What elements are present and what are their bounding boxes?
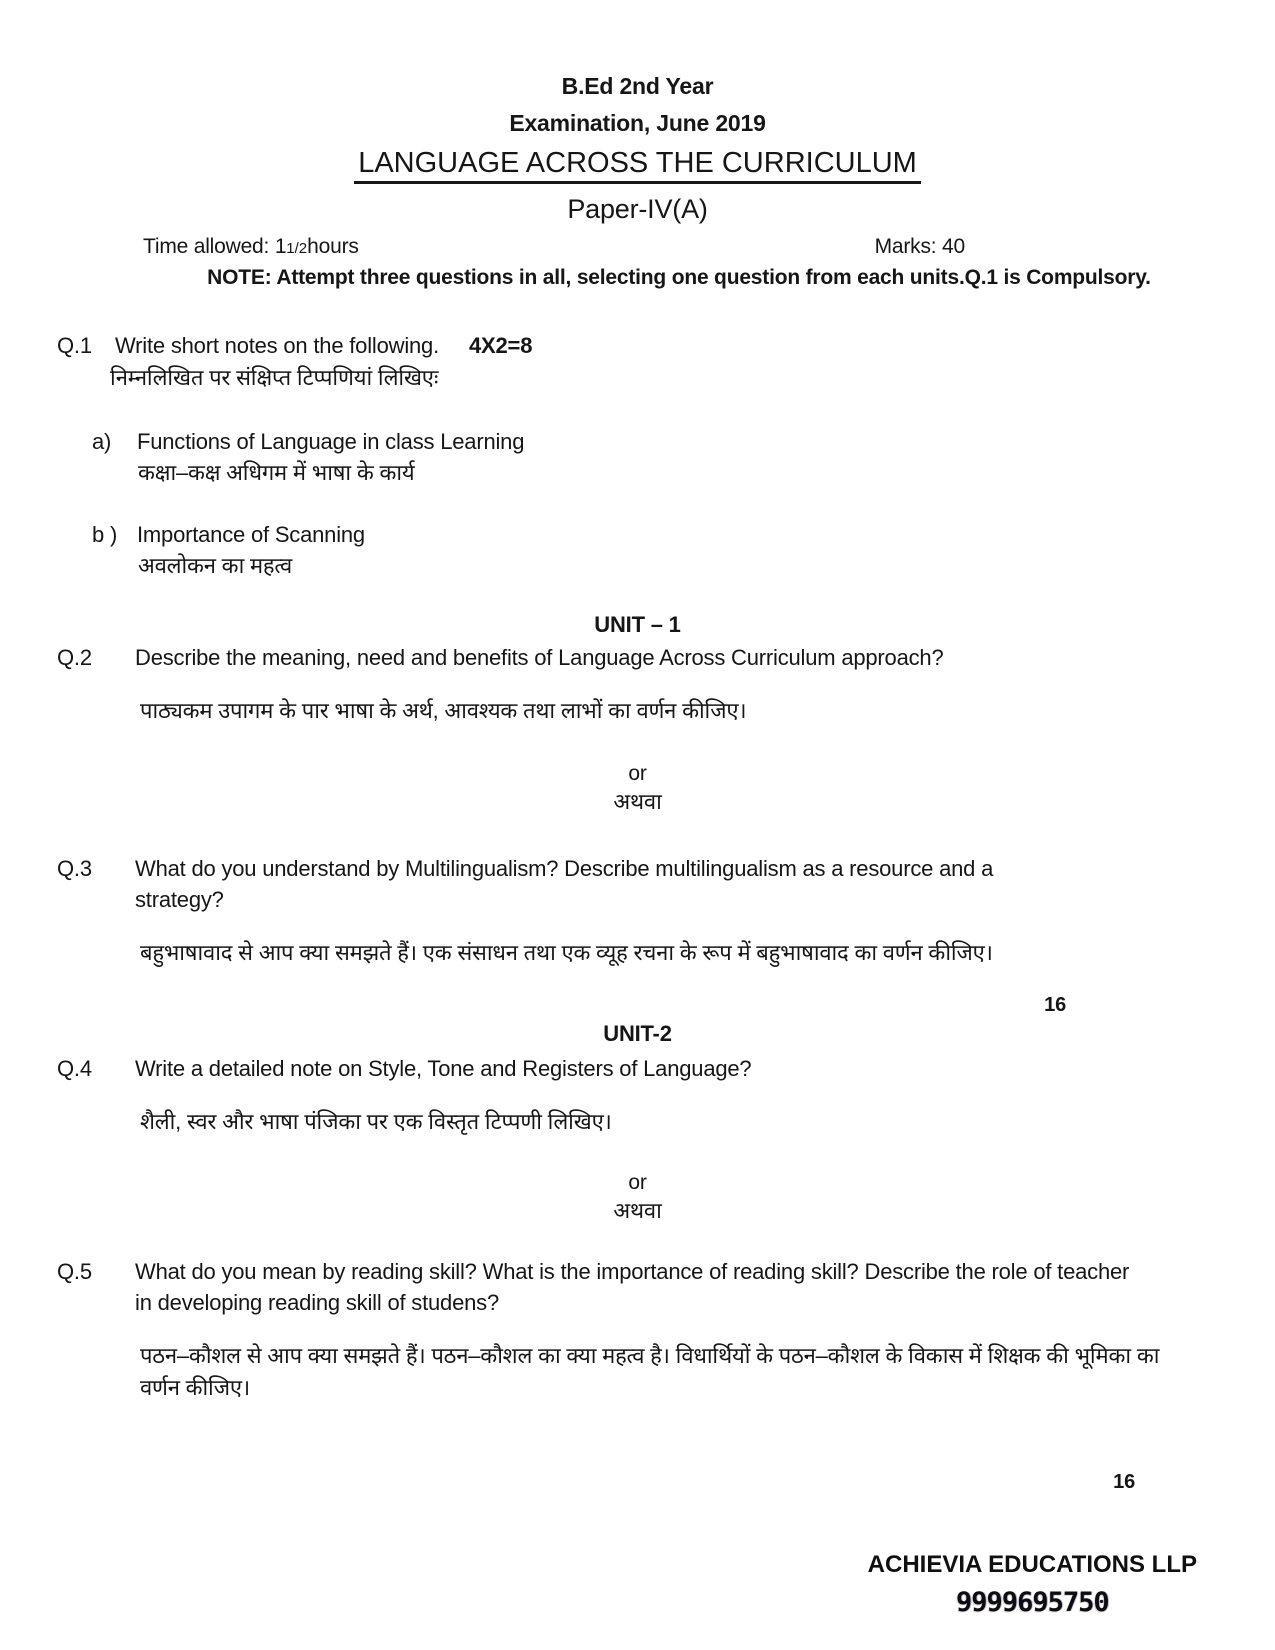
subitem-b-text-en: Importance of Scanning — [137, 522, 365, 547]
course-line: B.Ed 2nd Year — [561, 73, 714, 99]
question-q5-text-en: What do you mean by reading skill? What is the importance of reading skill? Describe the role of teacher in developing reading skill of studens? — [135, 1259, 1130, 1315]
exam-title: LANGUAGE ACROSS THE CURRICULUM — [354, 146, 921, 184]
question-q5-number: Q.5 — [57, 1259, 92, 1284]
question-q4-text-en: Write a detailed note on Style, Tone and Registers of Language? — [135, 1056, 752, 1081]
unit-1-heading: UNIT – 1 — [594, 612, 681, 637]
question-q4 — [0, 1053, 1275, 1084]
question-q1-text-en — [115, 330, 532, 361]
question-q5 — [0, 1256, 1275, 1318]
question-q3 — [0, 853, 1275, 915]
question-q5-text-hi: पठन–कौशल से आप क्या समझते हैं। पठन–कौशल का क्या महत्व है। विधार्थियों के पठन–कौशल के विकास में शिक्षक की भूमिका का वर्णन कीजिए। — [140, 1343, 1160, 1400]
footer-brand: ACHIEVIA EDUCATIONS LLP — [867, 1551, 1197, 1578]
question-q3-text-en: What do you understand by Multilingualism? Describe multilingualism as a resource and a strategy? — [135, 856, 994, 912]
question-q1-marks: 4X2=8 — [469, 333, 533, 358]
question-q3-number: Q.3 — [57, 856, 92, 881]
marks-total: Marks: 40 — [874, 235, 965, 258]
question-q2-text-hi: पाठ्यकम उपागम के पार भाषा के अर्थ, आवश्यक तथा लाभों का वर्णन कीजिए। — [140, 698, 747, 723]
time-allowed-label: Time allowed: — [143, 235, 270, 258]
or-separator-2-hi: अथवा — [613, 1198, 662, 1223]
question-q5-marks: 16 — [1113, 1471, 1135, 1493]
time-allowed-unit: hours — [307, 235, 359, 258]
time-allowed-value: 1 — [274, 235, 287, 258]
question-q1-text-hi: निम्नलिखित पर संक्षिप्त टिप्पणियां लिखिएः — [110, 365, 439, 390]
subitem-a — [0, 426, 1275, 457]
question-q1 — [0, 330, 1275, 361]
subitem-a-label: a) — [92, 429, 112, 454]
question-q3-marks: 16 — [1044, 994, 1066, 1016]
question-q2 — [0, 642, 1275, 673]
subitem-a-text-en: Functions of Language in class Learning — [137, 429, 525, 454]
exam-title-wrap — [0, 146, 1275, 185]
footer-watermark — [868, 1551, 1197, 1618]
subitem-b — [0, 519, 1275, 550]
exam-note: NOTE: Attempt three questions in all, selecting one question from each units.Q.1 is Compulsory. — [207, 266, 1151, 289]
question-q4-number: Q.4 — [57, 1056, 92, 1081]
subitem-b-label: b ) — [92, 522, 118, 547]
exam-session-line: Examination, June 2019 — [509, 110, 766, 136]
paper-subtitle: Paper-IV(A) — [567, 194, 708, 224]
or-separator-2 — [0, 1170, 1275, 1226]
question-q2-number: Q.2 — [57, 645, 92, 670]
or-separator-2-en: or — [628, 1171, 647, 1194]
time-allowed — [143, 233, 359, 263]
question-q3-text-hi: बहुभाषावाद से आप क्या समझते हैं। एक संसाधन तथा एक व्यूह रचना के रूप में बहुभाषावाद का वर्णन कीजिए। — [140, 940, 993, 965]
meta-row — [0, 227, 1275, 263]
question-q4-text-hi: शैली, स्वर और भाषा पंजिका पर एक विस्तृत टिप्पणी लिखिए। — [140, 1109, 612, 1134]
time-allowed-fraction: 1/2 — [286, 240, 308, 257]
or-separator-1-en: or — [628, 762, 647, 785]
subitem-b-text-hi: अवलोकन का महत्व — [138, 553, 293, 578]
question-q1-number: Q.1 — [57, 333, 92, 358]
subitem-a-text-hi: कक्षा–कक्ष अधिगम में भाषा के कार्य — [138, 460, 415, 485]
or-separator-1 — [0, 761, 1275, 817]
unit-2-heading: UNIT-2 — [603, 1021, 672, 1046]
question-q2-text-en: Describe the meaning, need and benefits of Language Across Curriculum approach? — [135, 645, 944, 670]
question-q1-text: Write short notes on the following. — [115, 333, 439, 358]
footer-phone: 9999695750 — [956, 1587, 1109, 1618]
header — [0, 0, 1275, 292]
or-separator-1-hi: अथवा — [613, 789, 662, 814]
